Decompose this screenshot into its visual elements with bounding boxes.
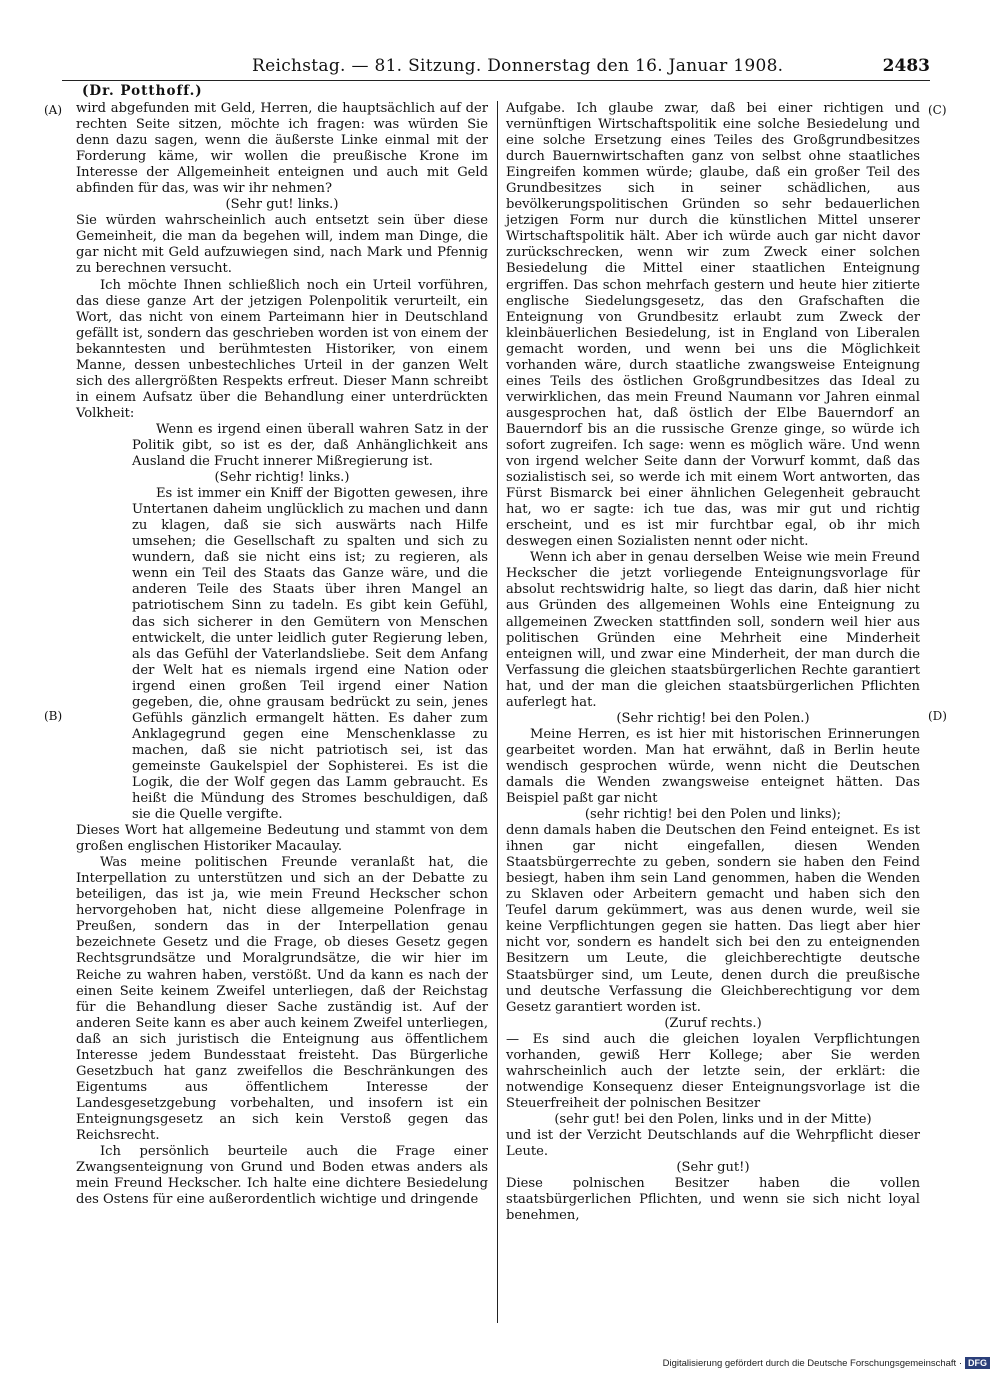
page-header	[62, 54, 930, 80]
paragraph: und ist der Verzicht Deutschlands auf die Wehrpflicht dieser Leute.	[506, 1128, 920, 1160]
column-divider	[497, 101, 498, 1323]
paragraph: wird abgefunden mit Geld, Herren, die hauptsächlich auf der rechten Seite sitzen, möchte ich fragen: was würden Sie denn dazu sagen, wenn die äußerste Linke einmal mit der Forderung käme, wir wollen die preußische Krone im Interesse der Allgemeinheit enteignen und auch mit Geld abfinden für das, was wir ihr nehmen?	[76, 101, 488, 197]
header-title: Reichstag. — 81. Sitzung. Donnerstag den 16. Januar 1908.	[252, 56, 784, 76]
paragraph: Meine Herren, es ist hier mit historischen Erinnerungen gearbeitet worden. Man hat erwähnt, daß in Berlin heute wendisch gesprochen würde, wenn nicht die Deutschen damals die Wenden zwangsweise enteignet hätten. Das Beispiel paßt gar nicht	[506, 726, 920, 807]
margin-mark-d: (D)	[928, 709, 947, 723]
margin-mark-c: (C)	[928, 103, 947, 117]
paragraph: Ich möchte Ihnen schließlich noch ein Urteil vorführen, das diese ganze Art der jetzigen Polenpolitik verurteilt, ein Wort, das nicht von einem Parteimann hier in Deutschland gefällt ist, sondern das geschrieben worden ist von einem der bekanntesten und berühmtesten Historiker, von einem Manne, dessen unbestechliches Urteil in der ganzen Welt sich des allergrößten Respekts erfreut. Dieser Mann schreibt in einem Aufsatz über die Behandlung einer unterdrückten Volkheit:	[76, 277, 488, 421]
interjection: (Sehr gut!)	[676, 1160, 750, 1176]
interjection: (Sehr richtig! bei den Polen.)	[616, 710, 810, 726]
interjection: (sehr gut! bei den Polen, links und in der Mitte)	[554, 1111, 872, 1127]
credit-text: Digitalisierung gefördert durch die Deutsche Forschungsgemeinschaft ·	[662, 1358, 962, 1369]
interjection: (Sehr richtig! links.)	[214, 470, 350, 486]
page-number: 2483	[882, 56, 930, 76]
interjection: (Zuruf rechts.)	[664, 1015, 762, 1031]
paragraph: — Es sind auch die gleichen loyalen Verpflichtungen vorhanden, gewiß Herr Kollege; aber Sie werden wahrscheinlich auch der letzte sein, der erklärt: die notwendige Konsequenz dieser Enteignungsvorlage ist die Steuerfreiheit der polnischen Besitzer	[506, 1031, 920, 1111]
digitization-credit	[663, 1357, 990, 1369]
dfg-logo: DFG	[965, 1357, 990, 1369]
quotation: Es ist immer ein Kniff der Bigotten gewesen, ihre Untertanen daheim unglücklich zu machen und dann zu klagen, daß sie sich auswärts nach Hilfe umsehen; die Gesellschaft zu spalten und sich zu wundern, daß sie nicht eins ist; zu regieren, als wenn ein Teil des Staats das Ganze wäre, und die anderen Teile des Staats über ihren Mangel an patriotischem Sinn zu tadeln. Es gibt kein Gefühl, das sich sicherer in den Gemütern von Menschen entwickelt, die unter leidlich guter Regierung leben, als das Gefühl der Vaterlandsliebe. Seit dem Anfang der Welt hat es niemals irgend eine Nation oder irgend einen großen Teil irgend einer Nation gegeben, die, ohne grausam bedrückt zu sein, jenes Gefühls gänzlich ermangelt hätten. Es daher zum Anklagegrund gegen eine Menschenklasse zu machen, daß sie nicht patriotisch sei, ist das gemeinste Gaukelspiel der Sophisterei. Es ist die Logik, die der Wolf gegen das Lamm gebraucht. Es heißt die Mündung des Stromes beschuldigen, daß sie die Quelle vergifte.	[132, 486, 488, 823]
paragraph: Sie würden wahrscheinlich auch entsetzt sein über diese Gemeinheit, die man da begehen will, indem man Dinge, die gar nicht mit Geld aufzuwiegen sind, nach Mark und Pfennig zu berechnen versucht.	[76, 213, 488, 277]
speaker-label: (Dr. Potthoff.)	[82, 83, 203, 99]
header-rule	[62, 80, 930, 81]
paragraph: Aufgabe. Ich glaube zwar, daß bei einer richtigen und vernünftigen Wirtschaftspolitik eine solche Besiedelung und eine solche Ersetzung eines Teiles des Großgrundbesitzes durch Bauernwirtschaften ganz von selbst ohne staatliches Eingreifen kommen würde; glaube, daß ein großer Teil des Grundbesitzes sich in seiner schädlichen, aus bevölkerungspolitischen Gründen so sehr bedauerlichen jetzigen Form nur durch die künstlichen Mittel unserer Wirtschaftspolitik hält. Aber ich würde auch gar nicht davor zurückschrecken, wenn wir zum Zweck einer solchen Besiedelung die Mittel einer staatlichen Enteignung ergriffen. Das schon mehrfach gestern und heute hier zitierte englische Siedelungsgesetz, das den Grafschaften die Enteignung von Grundbesitz erlaubt zum Zweck der kleinbäuerlichen Besiedelung, ist in England von Liberalen gemacht worden, und wenn bei uns die Möglichkeit vorhanden wäre, durch staatliche zwangsweise Enteignung eines Teils des östlichen Großgrundbesitzes das Ideal zu verwirklichen, das mein Freund Naumann vor Jahren einmal ausgesprochen hat, daß östlich der Elbe Bauerndorf an Bauerndorf bis an die russische Grenze ginge, so würde ich sofort zugreifen. Ich sage: wenn es möglich wäre. Und wenn von irgend welcher Seite dann der Vorwurf kommt, daß das sozialistisch sei, so werde ich mit einem Wort antworten, das Fürst Bismarck bei einer ähnlichen Gelegenheit gebraucht hat, wo er sagte: ich tue das, was mir gut und richtig erscheint, und es ist mir furchtbar egal, ob ihr mich deswegen einen Sozialisten nennt oder nicht.	[506, 101, 920, 550]
right-column	[506, 101, 920, 1224]
interjection: (sehr richtig! bei den Polen und links);	[584, 807, 842, 823]
left-column	[76, 101, 488, 1208]
paragraph: Ich persönlich beurteile auch die Frage einer Zwangsenteignung von Grund und Boden etwas anders als mein Freund Heckscher. Ich halte eine dichtere Besiedelung des Ostens für eine außerordentlich wichtige und dringende	[76, 1144, 488, 1208]
quotation: Wenn es irgend einen überall wahren Satz in der Politik gibt, so ist es der, daß Anhänglichkeit ans Ausland die Frucht innerer Mißregierung ist.	[132, 421, 488, 470]
margin-mark-a: (A)	[44, 103, 63, 117]
interjection: (Sehr gut! links.)	[225, 197, 339, 213]
paragraph: Wenn ich aber in genau derselben Weise wie mein Freund Heckscher die jetzt vorliegende Enteignungsvorlage für absolut rechtswidrig halte, so liegt das darin, daß hier nicht aus Gründen des allgemeinen Wohls eine Enteignung zu allgemeinen Zwecken stattfinden soll, sondern weil hier aus politischen Gründen eine Mehrheit eine Minderheit enteignen will, und zwar eine Minderheit, der man durch die Verfassung die gleichen staatsbürgerlichen Rechte garantiert hat, und der man die gleichen staatsbürgerlichen Pflichten auferlegt hat.	[506, 550, 920, 710]
paragraph: Was meine politischen Freunde veranlaßt hat, die Interpellation zu unterstützen und sich an der Debatte zu beteiligen, das ist ja, wie mein Freund Heckscher schon hervorgehoben hat, nicht diese allgemeine Polenfrage in Preußen, sondern das in der Interpellation genau bezeichnete Gesetz und die Frage, ob dieses Gesetz gegen Rechtsgrundsätze und Moralgrundsätze, die wir hier im Reiche zu wahren haben, verstößt. Und da kann es nach der einen Seite keinem Zweifel unterliegen, daß der Reichstag für die Behandlung dieser Sache zuständig ist. Auf der anderen Seite kann es aber auch keinem Zweifel unterliegen, daß an sich juristisch die Enteignung aus öffentlichem Interesse jedem Bundesstaat freisteht. Das Bürgerliche Gesetzbuch hat ganz zweifellos die Beschränkungen des Eigentums aus öffentlichem Interesse der Landesgesetzgebung vorbehalten, und insofern ist ein Enteignungsgesetz an sich kein Verstoß gegen das Reichsrecht.	[76, 855, 488, 1143]
paragraph: Diese polnischen Besitzer haben die vollen staatsbürgerlichen Pflichten, und wenn sie sich nicht loyal benehmen,	[506, 1176, 920, 1224]
margin-mark-b: (B)	[44, 709, 63, 723]
paragraph: denn damals haben die Deutschen den Feind enteignet. Es ist ihnen gar nicht eingefallen, diesen Wenden Staatsbürgerrechte zu geben, sondern sie haben den Feind besiegt, haben ihm sein Land genommen, haben die Wenden zu Sklaven oder Arbeitern gemacht und haben sich den Teufel darum gekümmert, was aus denen wurde, weil sie keine Verpflichtungen gegen sie hatten. Das liegt aber hier nicht vor, sondern es handelt sich bei den zu enteignenden Besitzern um Leute, die gleichberechtigte deutsche Staatsbürger sind, um Leute, denen durch die preußische und deutsche Verfassung die Gleichberechtigung vor dem Gesetz garantiert worden ist.	[506, 823, 920, 1015]
paragraph: Dieses Wort hat allgemeine Bedeutung und stammt von dem großen englischen Historiker Macaulay.	[76, 823, 488, 855]
